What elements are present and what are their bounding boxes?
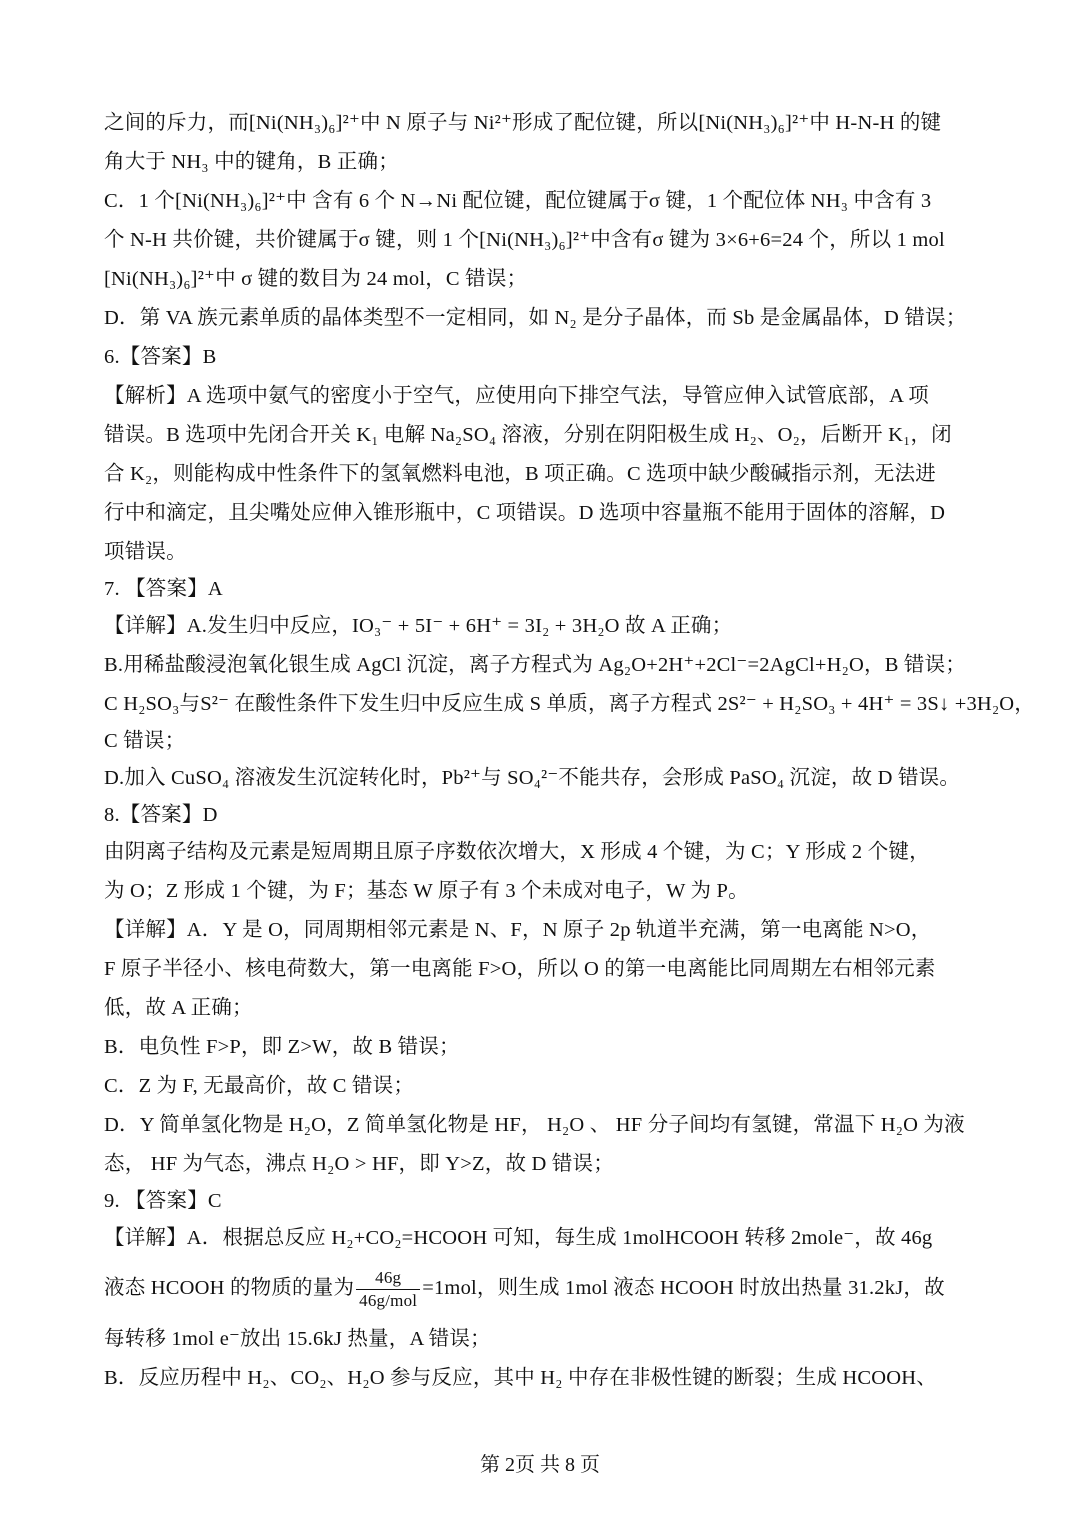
text-line: C H₂SO₃与S²⁻ 在酸性条件下发生归中反应生成 S 单质，离子方程式 2S²⁻ + H₂SO₃ + 4H⁺ = 3S↓ +3H₂O， — [104, 693, 1035, 715]
fraction — [356, 1267, 420, 1312]
answer-heading-6: 6.【答案】B — [104, 346, 217, 368]
text-line: D．Y 简单氢化物是 H₂O，Z 简单氢化物是 HF， H₂O 、 HF 分子间均有氢键，常温下 H₂O 为液 — [104, 1114, 965, 1136]
answer-heading-7: 7. 【答案】A — [104, 578, 223, 600]
text-line: 每转移 1mol e⁻放出 15.6kJ 热量，A 错误； — [104, 1328, 491, 1350]
text-line: 错误。B 选项中先闭合开关 K₁ 电解 Na₂SO₄ 溶液，分别在阴阳极生成 H₂、O₂，后断开 K₁，闭 — [104, 424, 952, 446]
answer-heading-9: 9. 【答案】C — [104, 1190, 222, 1212]
text-line: 【详解】A．Y 是 O，同周期相邻元素是 N、F，N 原子 2p 轨道半充满，第一电离能 N>O， — [104, 919, 932, 941]
answer-heading-8: 8.【答案】D — [104, 804, 218, 826]
text-line: [Ni(NH₃)₆]²⁺中 σ 键的数目为 24 mol，C 错误； — [104, 268, 528, 290]
text-line: 低，故 A 正确； — [104, 997, 253, 1019]
page-footer: 第 2页 共 8 页 — [480, 1454, 600, 1476]
fraction-line — [104, 1258, 984, 1318]
text-line: 【解析】A 选项中氨气的密度小于空气，应使用向下排空气法，导管应伸入试管底部，A 项 — [104, 385, 929, 407]
text-line: C 错误； — [104, 730, 186, 752]
text-line: F 原子半径小、核电荷数大，第一电离能 F>O，所以 O 的第一电离能比同周期左右相邻元素 — [104, 958, 936, 980]
text-line: B．电负性 F>P，即 Z>W，故 B 错误； — [104, 1036, 460, 1058]
fraction-denominator: 46g/mol — [359, 1290, 418, 1310]
text-line: 为 O；Z 形成 1 个键，为 F；基态 W 原子有 3 个未成对电子，W 为 P。 — [104, 880, 749, 902]
text-line: 由阴离子结构及元素是短周期且原子序数依次增大，X 形成 4 个键，为 C；Y 形成 2 个键， — [104, 841, 930, 863]
text-line: B．反应历程中 H₂、CO₂、H₂O 参与反应，其中 H₂ 中存在非极性键的断裂；生成 HCOOH、 — [104, 1367, 937, 1389]
text-line: B.用稀盐酸浸泡氧化银生成 AgCl 沉淀，离子方程式为 Ag₂O+2H⁺+2Cl⁻=2AgCl+H₂O，B 错误； — [104, 654, 966, 676]
text-line: 个 N-H 共价键，共价键属于σ 键，则 1 个[Ni(NH₃)₆]²⁺中含有σ 键为 3×6+6=24 个，所以 1 mol — [104, 229, 945, 251]
document-page — [104, 104, 1035, 1398]
text-line: D.加入 CuSO₄ 溶液发生沉淀转化时，Pb²⁺与 SO₄²⁻不能共存，会形成 PaSO₄ 沉淀，故 D 错误。 — [104, 767, 961, 789]
fraction-numerator: 46g — [356, 1267, 420, 1290]
text-line: 态， HF 为气态，沸点 H₂O > HF，即 Y>Z，故 D 错误； — [104, 1153, 614, 1175]
text-line: 【详解】A．根据总反应 H₂+CO₂=HCOOH 可知，每生成 1molHCOOH 转移 2mole⁻，故 46g — [104, 1227, 933, 1249]
text-line: 项错误。 — [104, 541, 187, 563]
text-line: C．Z 为 F, 无最高价，故 C 错误； — [104, 1075, 415, 1097]
text-line: 之间的斥力，而[Ni(NH₃)₆]²⁺中 N 原子与 Ni²⁺形成了配位键，所以[Ni(NH₃)₆]²⁺中 H-N-H 的键 — [104, 112, 942, 134]
text-line: 合 K₂，则能构成中性条件下的氢氧燃料电池，B 项正确。C 选项中缺少酸碱指示剂，无法进 — [104, 463, 936, 485]
fraction-prefix: 液态 HCOOH 的物质的量为 — [104, 1277, 355, 1299]
fraction-suffix: =1mol，则生成 1mol 液态 HCOOH 时放出热量 31.2kJ，故 — [422, 1277, 945, 1299]
text-line: D．第 VA 族元素单质的晶体类型不一定相同，如 N₂ 是分子晶体，而 Sb 是金属晶体，D 错误； — [104, 307, 967, 329]
text-line: C．1 个[Ni(NH₃)₆]²⁺中 含有 6 个 N→Ni 配位键，配位键属于σ 键，1 个配位体 NH₃ 中含有 3 — [104, 190, 932, 212]
text-line: 角大于 NH₃ 中的键角，B 正确； — [104, 151, 399, 173]
text-line: 【详解】A.发生归中反应，IO₃⁻ + 5I⁻ + 6H⁺ = 3I₂ + 3H₂O 故 A 正确； — [104, 615, 733, 637]
text-line: 行中和滴定，且尖嘴处应伸入锥形瓶中，C 项错误。D 选项中容量瓶不能用于固体的溶解，D — [104, 502, 946, 524]
